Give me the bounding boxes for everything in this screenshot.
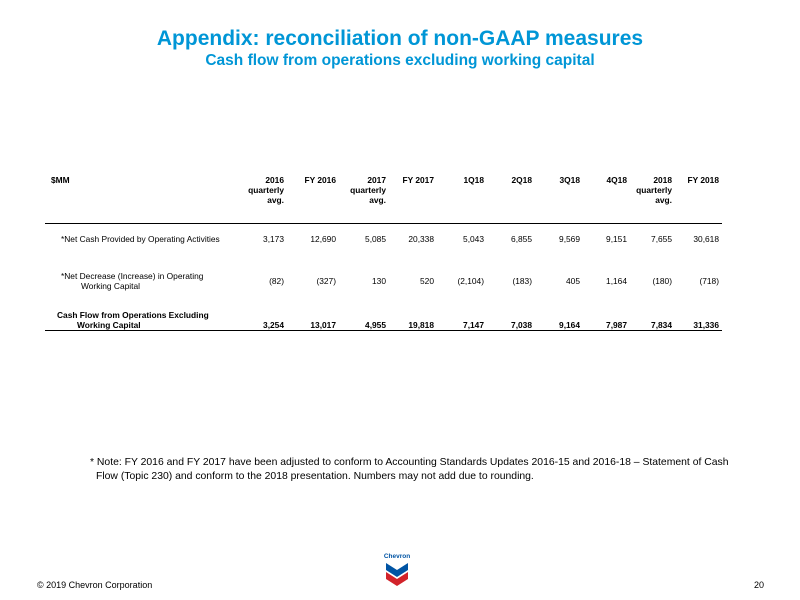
- row-label: [45, 254, 235, 294]
- footnote: [90, 456, 730, 484]
- table-row: [45, 224, 722, 255]
- row-label-text: Working Capital: [77, 320, 141, 330]
- table-cell: 30,618: [693, 234, 719, 244]
- table-cell: 9,164: [535, 294, 583, 331]
- column-header: 2016 quarterly avg.: [235, 175, 287, 224]
- table-cell: 3,173: [263, 234, 284, 244]
- table-cell: (718): [699, 276, 719, 286]
- column-header: $MM: [45, 175, 235, 224]
- table-cell: 13,017: [287, 294, 339, 331]
- column-header: 1Q18: [437, 175, 487, 224]
- copyright: © 2019 Chevron Corporation: [37, 580, 153, 590]
- table-cell: 19,818: [389, 294, 437, 331]
- table-cell: 1,164: [606, 276, 627, 286]
- page-subtitle: Cash flow from operations excluding working capital: [205, 52, 595, 69]
- table-cell: 20,338: [408, 234, 434, 244]
- table-cell: 7,038: [487, 294, 535, 331]
- footnote-line: Flow (Topic 230) and conform to the 2018 presentation. Numbers may not add due to rounding.: [96, 471, 534, 482]
- table-cell: 12,690: [310, 234, 336, 244]
- table-row-total: [45, 294, 722, 331]
- table-row: [45, 254, 722, 294]
- table-cell: 5,085: [365, 234, 386, 244]
- table-cell: 7,655: [651, 234, 672, 244]
- column-header: 4Q18: [583, 175, 630, 224]
- table-cell: 7,147: [437, 294, 487, 331]
- column-header: FY 2017: [389, 175, 437, 224]
- table-cell: (2,104): [457, 276, 484, 286]
- footnote-line: * Note: FY 2016 and FY 2017 have been adjusted to conform to Accounting Standards Updates 2016-15 and 2016-18 – Statement of Cash: [90, 457, 729, 468]
- table-cell: (82): [269, 276, 284, 286]
- column-header: 2Q18: [487, 175, 535, 224]
- table-cell: 7,987: [583, 294, 630, 331]
- table-cell: 5,043: [463, 234, 484, 244]
- table-cell: (183): [512, 276, 532, 286]
- table-cell: 9,569: [559, 234, 580, 244]
- chevron-logo-icon: [374, 550, 420, 590]
- column-header: 3Q18: [535, 175, 583, 224]
- table-cell: 6,855: [511, 234, 532, 244]
- page-number: 20: [753, 580, 764, 590]
- row-label: [45, 224, 235, 255]
- column-header: 2017 quarterly avg.: [339, 175, 389, 224]
- row-label-text: *Net Cash Provided by Operating Activities: [61, 234, 220, 244]
- table-cell: 31,336: [675, 294, 722, 331]
- column-header: FY 2018: [675, 175, 722, 224]
- table-cell: 7,834: [630, 294, 675, 331]
- column-header: FY 2016: [287, 175, 339, 224]
- row-label-text: Working Capital: [81, 281, 140, 291]
- table-cell: 3,254: [235, 294, 287, 331]
- reconciliation-table: [45, 175, 722, 331]
- column-header: 2018 quarterly avg.: [630, 175, 675, 224]
- table-cell: 405: [566, 276, 580, 286]
- table-cell: 4,955: [339, 294, 389, 331]
- row-label-text: *Net Decrease (Increase) in Operating: [61, 271, 204, 281]
- logo-text: Chevron: [383, 553, 411, 560]
- page-title: Appendix: reconciliation of non-GAAP measures: [156, 27, 644, 50]
- table-cell: (327): [316, 276, 336, 286]
- table-cell: 520: [420, 276, 434, 286]
- row-label-text: Cash Flow from Operations Excluding: [57, 310, 209, 320]
- table-cell: 130: [372, 276, 386, 286]
- table-header-row: [45, 175, 722, 224]
- table-cell: 9,151: [606, 234, 627, 244]
- row-label: [45, 294, 235, 331]
- table-cell: (180): [652, 276, 672, 286]
